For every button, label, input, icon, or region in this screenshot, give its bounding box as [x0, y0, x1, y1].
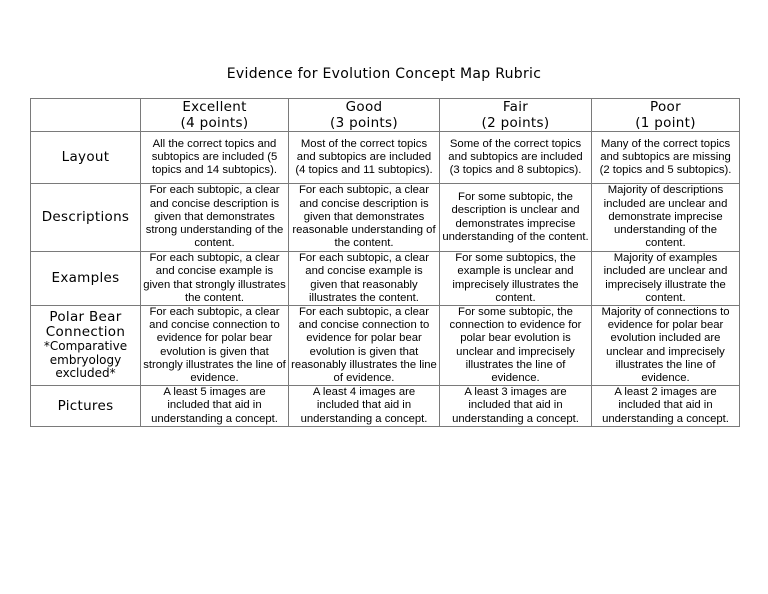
- level-points: (1 point): [635, 115, 696, 131]
- rubric-cell: For each subtopic, a clear and concise example is given that strongly illustrates the content.: [141, 252, 289, 306]
- rubric-cell: For each subtopic, a clear and concise connection to evidence for polar bear evolution is given that reasonably illustrates the line of evidence.: [289, 306, 440, 386]
- rubric-cell: A least 2 images are included that aid in understanding a concept.: [592, 386, 740, 427]
- rubric-cell: Many of the correct topics and subtopics are missing (2 topics and 5 subtopics).: [592, 132, 740, 184]
- rubric-table: [30, 98, 740, 427]
- rubric-row-pictures: [31, 386, 740, 427]
- rubric-row-examples: [31, 252, 740, 306]
- rubric-cell: For each subtopic, a clear and concise description is given that demonstrates reasonable understanding of the content.: [289, 184, 440, 252]
- rubric-row-layout: [31, 132, 740, 184]
- level-name: Excellent: [182, 99, 247, 115]
- criterion-label: Layout: [31, 132, 141, 184]
- rubric-cell: For each subtopic, a clear and concise description is given that demonstrates strong understanding of the content.: [141, 184, 289, 252]
- rubric-cell: For each subtopic, a clear and concise connection to evidence for polar bear evolution is given that strongly illustrates the line of evidence.: [141, 306, 289, 386]
- rubric-cell: For some subtopics, the example is unclear and imprecisely illustrates the content.: [440, 252, 592, 306]
- level-name: Poor: [650, 99, 681, 115]
- rubric-cell: A least 3 images are included that aid in understanding a concept.: [440, 386, 592, 427]
- rubric-cell: For some subtopic, the connection to evidence for polar bear evolution is unclear and imprecisely illustrates the line of evidence.: [440, 306, 592, 386]
- level-points: (3 points): [330, 115, 398, 131]
- level-points: (2 points): [481, 115, 550, 131]
- rubric-cell: Most of the correct topics and subtopics are included (4 topics and 11 subtopics).: [289, 132, 440, 184]
- criterion-label: Examples: [31, 252, 141, 306]
- rubric-cell: A least 4 images are included that aid in understanding a concept.: [289, 386, 440, 427]
- criterion-cell: [31, 306, 141, 386]
- level-header-fair: [440, 99, 592, 132]
- level-name: Fair: [502, 99, 529, 115]
- rubric-cell: A least 5 images are included that aid in understanding a concept.: [141, 386, 289, 427]
- level-name: Good: [345, 99, 383, 115]
- rubric-cell: Majority of descriptions included are unclear and demonstrate imprecise understanding of the content.: [592, 184, 740, 252]
- header-row: [31, 99, 740, 132]
- criterion-note: *Comparative embryology excluded*: [43, 339, 128, 381]
- corner-cell: [31, 99, 141, 132]
- criterion-label: Pictures: [31, 386, 141, 427]
- level-header-excellent: [141, 99, 289, 132]
- level-header-good: [289, 99, 440, 132]
- rubric-cell: Majority of examples included are unclear and imprecisely illustrate the content.: [592, 252, 740, 306]
- rubric-cell: All the correct topics and subtopics are included (5 topics and 14 subtopics).: [141, 132, 289, 184]
- criterion-label: Descriptions: [31, 184, 141, 252]
- rubric-row-descriptions: [31, 184, 740, 252]
- criterion-label: Polar Bear Connection: [45, 309, 126, 341]
- rubric-row-polar-bear-connection: [31, 306, 740, 386]
- page-title: Evidence for Evolution Concept Map Rubric: [226, 66, 542, 82]
- rubric-cell: Some of the correct topics and subtopics are included (3 topics and 8 subtopics).: [440, 132, 592, 184]
- rubric-cell: For some subtopic, the description is unclear and demonstrates imprecise understanding of the content.: [440, 184, 592, 252]
- level-header-poor: [592, 99, 740, 132]
- rubric-cell: For each subtopic, a clear and concise example is given that reasonably illustrates the content.: [289, 252, 440, 306]
- rubric-cell: Majority of connections to evidence for polar bear evolution included are unclear and imprecisely illustrates the line of evidence.: [592, 306, 740, 386]
- level-points: (4 points): [180, 115, 249, 131]
